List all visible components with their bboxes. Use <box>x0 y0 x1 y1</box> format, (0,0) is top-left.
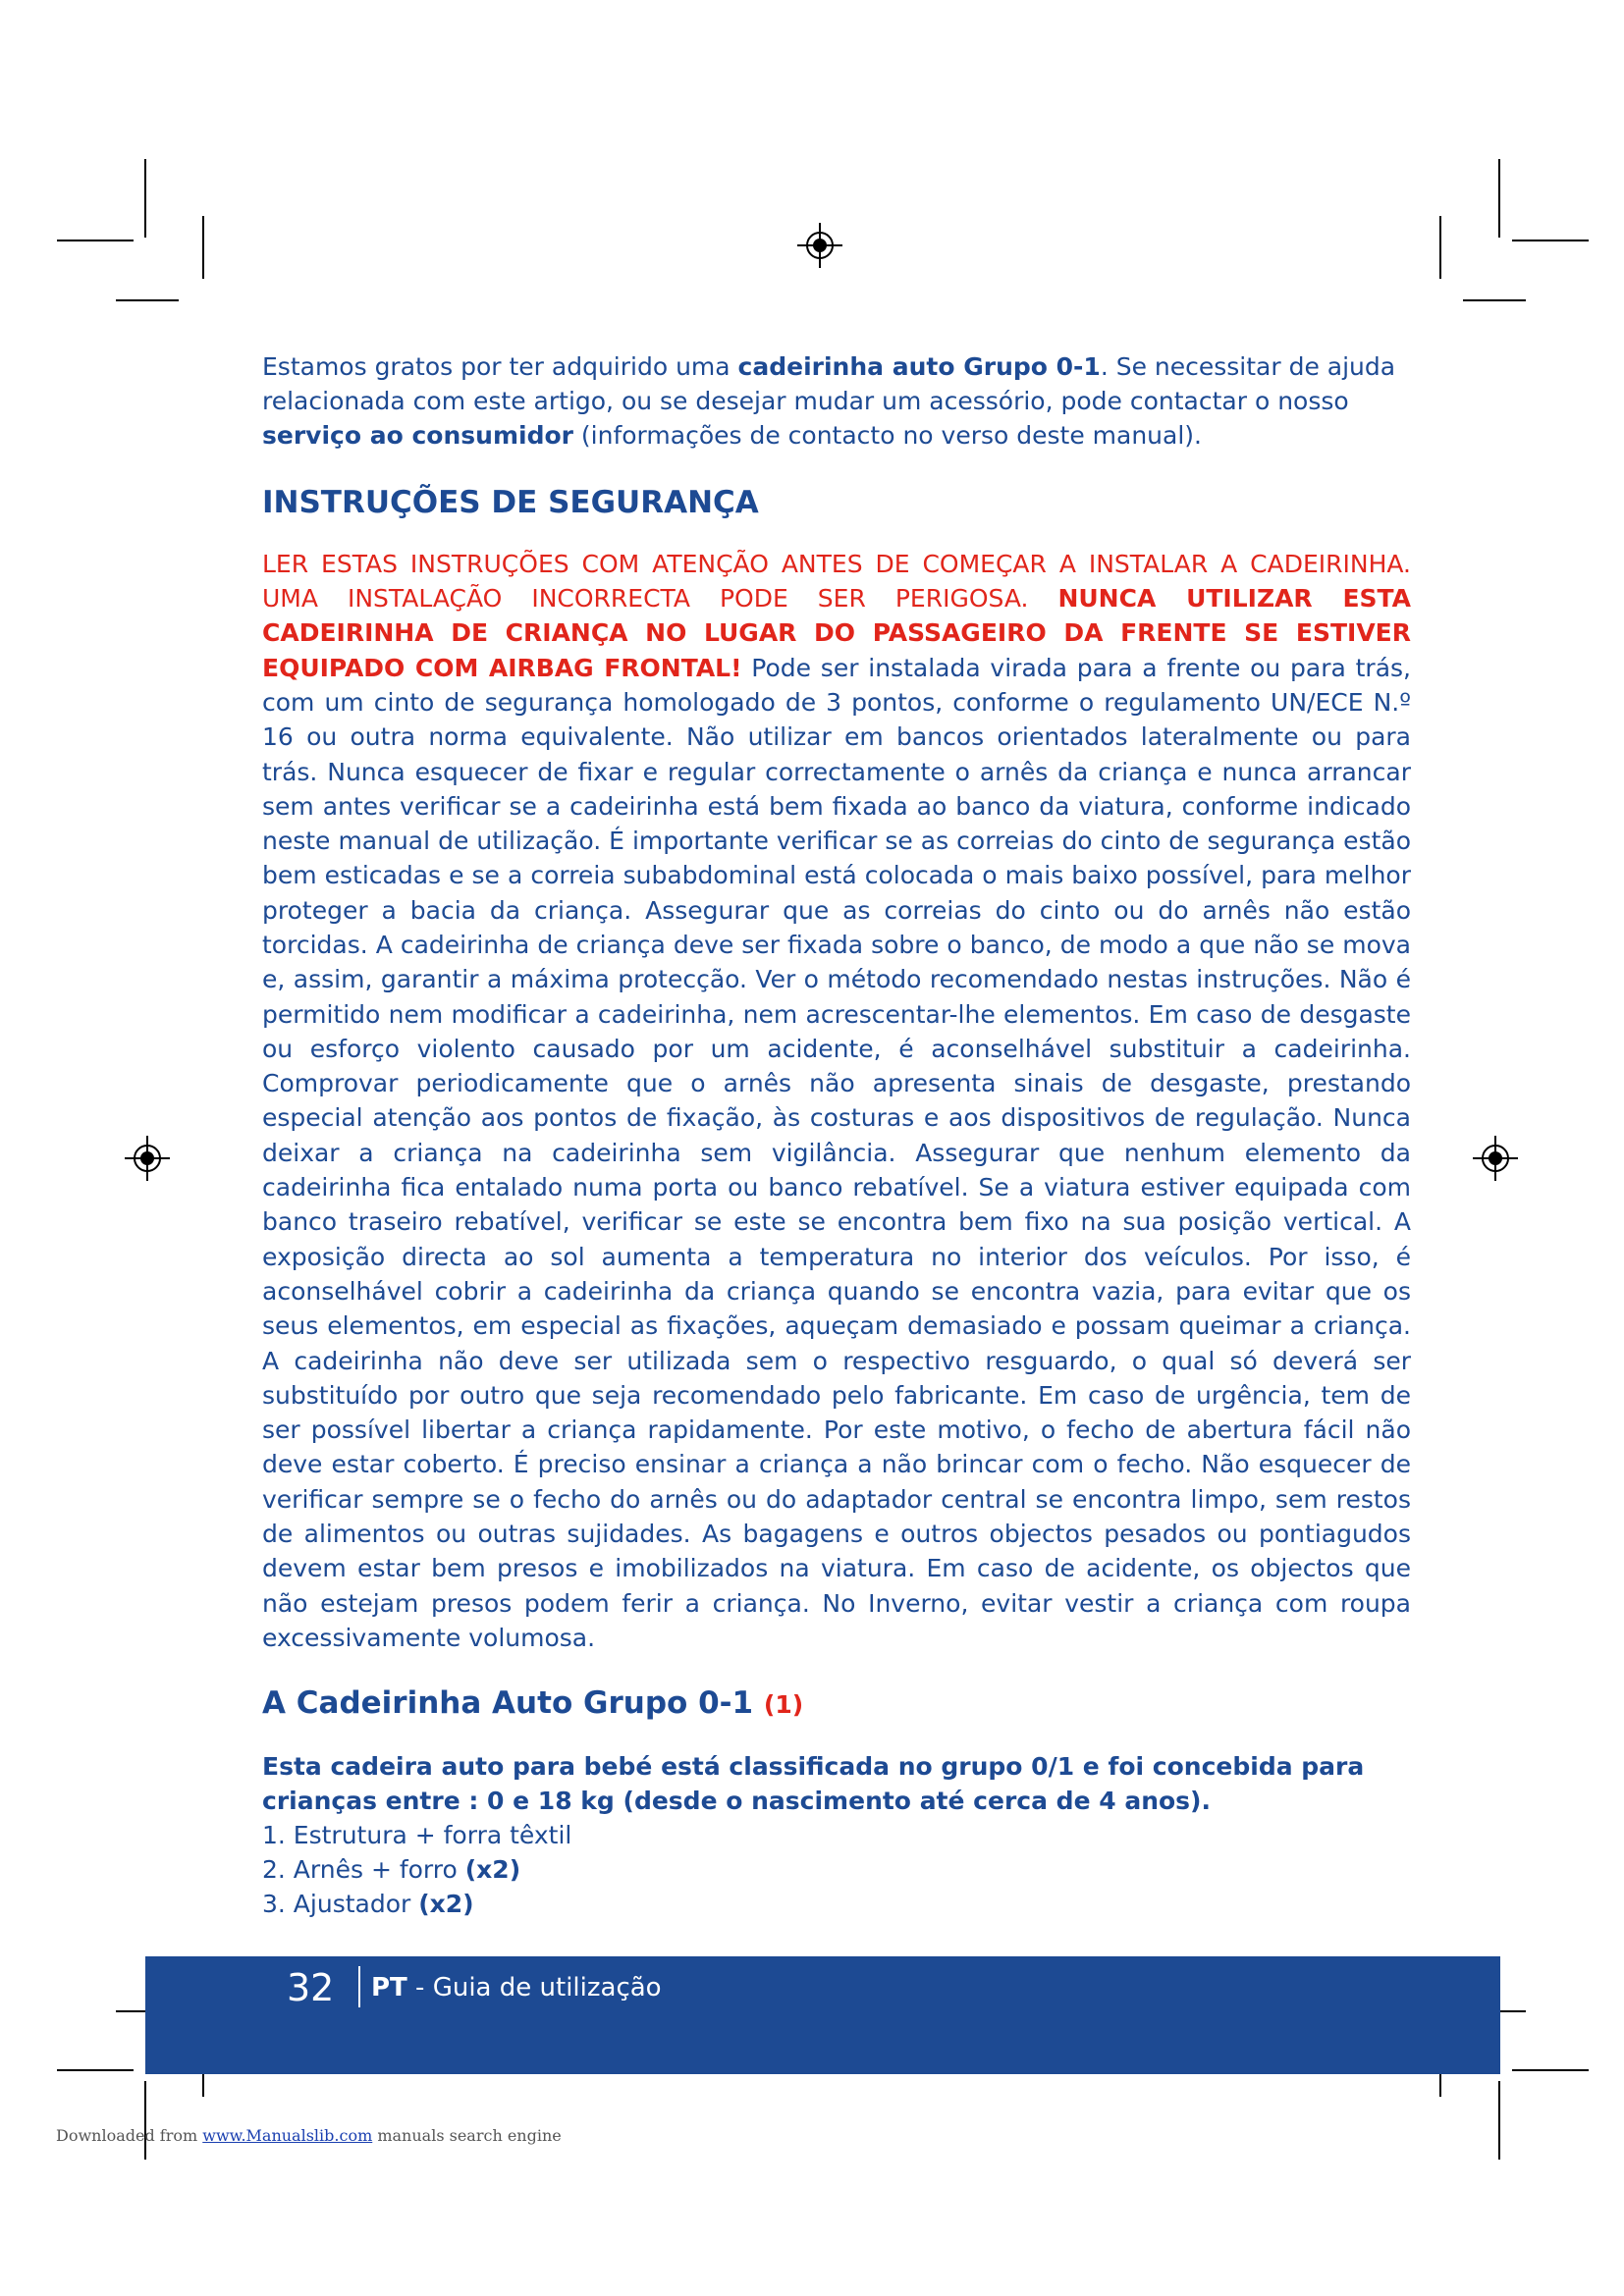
seat-heading-text: A Cadeirinha Auto Grupo 0-1 <box>262 1685 754 1722</box>
registration-mark-icon <box>795 221 844 270</box>
intro-product-name: cadeirinha auto Grupo 0-1 <box>737 352 1101 381</box>
manualslib-link[interactable]: www.Manualslib.com <box>202 2126 373 2145</box>
list-item-qty: (x2) <box>418 1889 474 1918</box>
seat-lead-text: Esta cadeira auto para bebé está classificada no grupo 0/1 e foi concebida para crianças entre : 0 e 18 kg (desde o nascimento até cerca de 4 anos). <box>262 1751 1365 1815</box>
list-item-qty: (x2) <box>464 1854 521 1884</box>
crop-mark <box>1498 2081 1500 2160</box>
download-note <box>56 2126 562 2145</box>
list-item-text: 3. Ajustador <box>262 1889 419 1918</box>
list-item <box>262 1887 1411 1921</box>
safety-body-text: Pode ser instalada virada para a frente ou para trás, com um cinto de segurança homologado de 3 pontos, conforme o regulamento UN/ECE N.º 16 ou outra norma equivalente. Não utilizar em bancos orientados lateralmente ou para trás. Nunca esquecer de fixar e regular correctamente o arnês da criança e nunca arrancar sem antes verificar se a cadeirinha está bem fixada ao banco da viatura, conforme indicado neste manual de utilização. É importante verificar se as correias do cinto de segurança estão bem esticadas e se a correia subabdominal está colocada o mais baixo possível, para melhor proteger a bacia da criança. Assegurar que as correias do cinto ou do arnês não estão torcidas. A cadeirinha de criança deve ser fixada sobre o banco, de modo a que não se mova e, assim, garantir a máxima protecção. Ver o método recomendado nestas instruções. Não é permitido nem modificar a cadeirinha, nem acrescentar-lhe elementos. Em caso de desgaste ou esforço violento causado por um acidente, é aconselhável substituir a cadeirinha. Comprovar periodicamente que o arnês não apresenta sinais de desgaste, prestando especial atenção aos pontos de fixação, às costuras e aos dispositivos de regulação. Nunca deixar a criança na cadeirinha sem vigilância. Assegurar que nenhum elemento da cadeirinha fica entalado numa porta ou banco rebatível. Se a viatura estiver equipada com banco traseiro rebatível, verificar se este se encontra bem fixo na sua posição vertical. A exposição directa ao sol aumenta a temperatura no interior dos veículos. Por isso, é aconselhável cobrir a cadeirinha da criança quando se encontra vazia, para evitar que os seus elementos, em especial as fixações, aqueçam demasiado e possam queimar a criança. A cadeirinha não deve ser utilizada sem o respectivo resguardo, o qual só deverá ser substituído por outro que seja recomendado pelo fabricante. Em caso de urgência, tem de ser possível libertar a criança rapidamente. Por este motivo, o fecho de abertura fácil não deve estar coberto. É preciso ensinar a criança a não brincar com o fecho. Não esquecer de verificar sempre se o fecho do arnês ou do adaptador central se encontra limpo, sem restos de alimentos ou outras sujidades. As bagagens e outros objectos pesados ou pontiagudos devem estar bem presos e imobilizados na viatura. Em caso de acidente, os objectos que não estejam presos podem ferir a criança. No Inverno, evitar vestir a criança com roupa excessivamente volumosa. <box>262 653 1411 1652</box>
crop-mark <box>1512 2069 1589 2071</box>
page-number: 32 <box>287 1966 335 2009</box>
footer-title <box>371 1970 662 2005</box>
crop-mark <box>1512 240 1589 241</box>
intro-text: . Se necessitar de ajuda relacionada com este artigo, ou se desejar mudar um acessório, pode contactar o nosso <box>262 352 1396 415</box>
footer-band <box>145 1956 1500 2074</box>
list-item <box>262 1818 1411 1852</box>
download-suffix: manuals search engine <box>372 2126 562 2145</box>
crop-mark <box>1498 159 1500 238</box>
registration-mark-icon <box>1471 1134 1520 1183</box>
crop-mark <box>202 216 204 279</box>
intro-text: (informações de contacto no verso deste manual). <box>572 421 1202 450</box>
crop-mark <box>1439 216 1441 279</box>
crop-mark <box>1463 299 1526 301</box>
footer-guide-title: - Guia de utilização <box>406 1973 662 2002</box>
intro-paragraph <box>262 349 1411 453</box>
list-item-text: 1. Estrutura + forra têxtil <box>262 1820 572 1849</box>
registration-mark-icon <box>123 1134 172 1183</box>
intro-service-name: serviço ao consumidor <box>262 421 573 450</box>
safety-heading: INSTRUÇÕES DE SEGURANÇA <box>262 485 759 520</box>
crop-mark <box>144 159 146 238</box>
list-item-text: 2. Arnês + forro <box>262 1854 465 1884</box>
crop-mark <box>116 299 179 301</box>
crop-mark <box>57 2069 134 2071</box>
safety-paragraph <box>262 547 1411 1656</box>
safety-warning-text: LER ESTAS INSTRUÇÕES COM ATENÇÃO ANTES DE COMEÇAR A INSTALAR A CADEIRINHA. UMA INSTALAÇÃO INCORRECTA PODE SER PERIGOSA. <box>262 549 1411 614</box>
footer-language: PT <box>371 1973 407 2002</box>
seat-heading <box>262 1684 1411 1724</box>
manual-content <box>262 349 1411 1921</box>
crop-mark <box>57 240 134 241</box>
crop-mark <box>144 2081 146 2160</box>
parts-list <box>262 1818 1411 1921</box>
list-item <box>262 1852 1411 1887</box>
airbag-warning: NUNCA UTILIZAR ESTA CADEIRINHA DE CRIANÇA NO LUGAR DO PASSAGEIRO DA FRENTE SE ESTIVER EQUIPADO COM AIRBAG FRONTAL! <box>262 584 1411 682</box>
intro-text: Estamos gratos por ter adquirido uma <box>262 352 738 381</box>
footer-separator <box>358 1966 360 2007</box>
download-prefix: Downloaded from <box>56 2126 203 2145</box>
figure-reference: (1) <box>763 1690 804 1720</box>
